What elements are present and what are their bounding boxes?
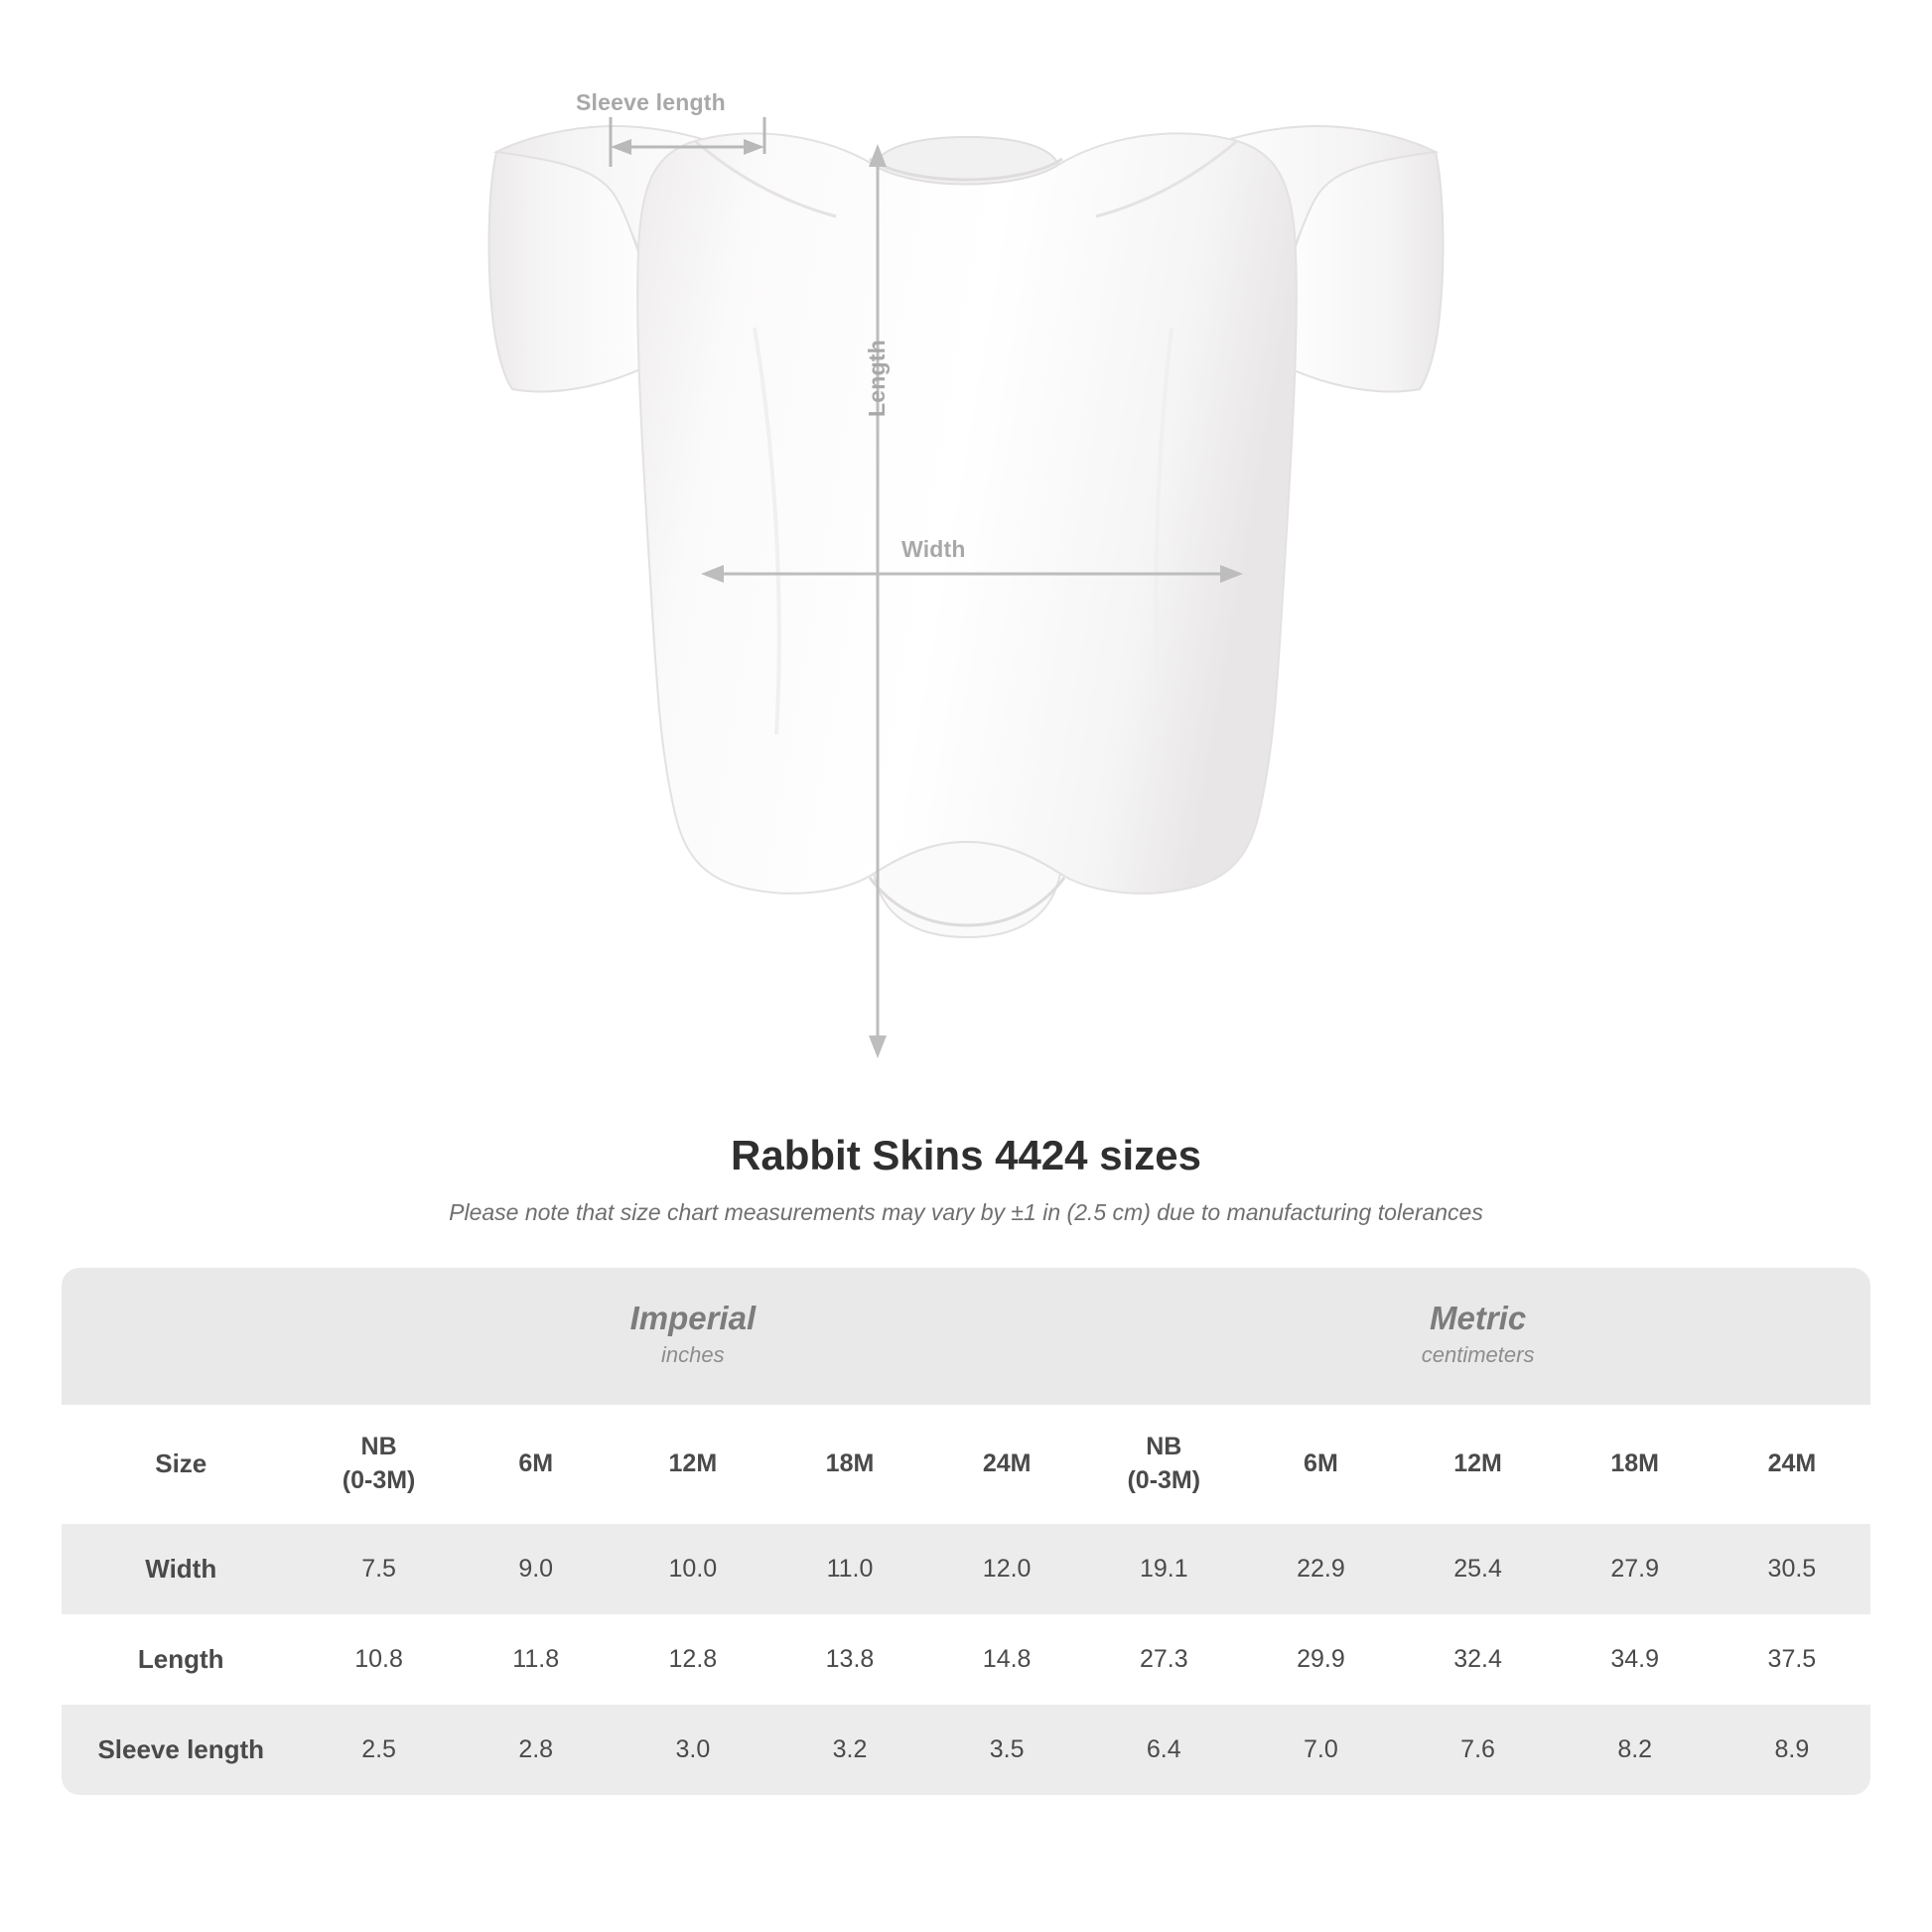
heading-block — [0, 1132, 1932, 1226]
cell-length-nb-cm: 27.3 — [1085, 1614, 1242, 1705]
header-nb-imperial — [301, 1405, 458, 1524]
cell-width-6m-cm: 22.9 — [1242, 1524, 1399, 1614]
length-label: Length — [864, 340, 890, 417]
header-line2: (0-3M) — [1127, 1466, 1201, 1494]
cell-sleeve-12m-cm: 7.6 — [1399, 1705, 1556, 1795]
unit-group-imperial — [301, 1268, 1086, 1405]
header-line1: NB — [1146, 1433, 1182, 1461]
cell-sleeve-24m-cm: 8.9 — [1714, 1705, 1870, 1795]
header-nb-metric — [1085, 1405, 1242, 1524]
table-corner — [62, 1268, 301, 1405]
header-18m-metric: 18M — [1557, 1405, 1714, 1524]
table-row — [62, 1705, 1870, 1795]
cell-sleeve-6m-cm: 7.0 — [1242, 1705, 1399, 1795]
header-12m-imperial: 12M — [615, 1405, 771, 1524]
table-header-row — [62, 1405, 1870, 1524]
cell-length-18m-in: 13.8 — [771, 1614, 928, 1705]
cell-length-nb-in: 10.8 — [301, 1614, 458, 1705]
table-row — [62, 1614, 1870, 1705]
tolerance-note: Please note that size chart measurements may vary by ±1 in (2.5 cm) due to manufacturing tolerances — [449, 1199, 1483, 1225]
cell-sleeve-24m-in: 3.5 — [928, 1705, 1085, 1795]
unit-group-imperial-sub: inches — [661, 1342, 725, 1368]
cell-length-12m-cm: 32.4 — [1399, 1614, 1556, 1705]
row-label-width: Width — [62, 1524, 301, 1614]
header-6m-metric: 6M — [1242, 1405, 1399, 1524]
cell-sleeve-6m-in: 2.8 — [458, 1705, 615, 1795]
row-label-length: Length — [62, 1614, 301, 1705]
width-label: Width — [901, 536, 966, 562]
cell-sleeve-12m-in: 3.0 — [615, 1705, 771, 1795]
header-line2: (0-3M) — [342, 1466, 416, 1494]
header-24m-metric: 24M — [1714, 1405, 1870, 1524]
cell-length-24m-cm: 37.5 — [1714, 1614, 1870, 1705]
cell-length-18m-cm: 34.9 — [1557, 1614, 1714, 1705]
page-title: Rabbit Skins 4424 sizes — [731, 1132, 1201, 1178]
unit-group-metric-sub: centimeters — [1421, 1342, 1535, 1368]
cell-length-12m-in: 12.8 — [615, 1614, 771, 1705]
cell-sleeve-nb-cm: 6.4 — [1085, 1705, 1242, 1795]
cell-sleeve-18m-cm: 8.2 — [1557, 1705, 1714, 1795]
header-12m-metric: 12M — [1399, 1405, 1556, 1524]
header-18m-imperial: 18M — [771, 1405, 928, 1524]
cell-length-24m-in: 14.8 — [928, 1614, 1085, 1705]
sleeve-length-label: Sleeve length — [576, 89, 726, 115]
cell-width-6m-in: 9.0 — [458, 1524, 615, 1614]
row-label-sleeve-length: Sleeve length — [62, 1705, 301, 1795]
header-24m-imperial: 24M — [928, 1405, 1085, 1524]
header-line1: NB — [360, 1433, 397, 1461]
cell-length-6m-cm: 29.9 — [1242, 1614, 1399, 1705]
header-size: Size — [62, 1405, 301, 1524]
table-row — [62, 1524, 1870, 1614]
unit-group-metric-name: Metric — [1430, 1300, 1527, 1336]
unit-group-row — [62, 1268, 1870, 1405]
unit-group-metric — [1085, 1268, 1870, 1405]
unit-group-imperial-name: Imperial — [629, 1300, 757, 1336]
cell-length-6m-in: 11.8 — [458, 1614, 615, 1705]
header-6m-imperial: 6M — [458, 1405, 615, 1524]
cell-width-nb-cm: 19.1 — [1085, 1524, 1242, 1614]
size-table — [62, 1268, 1870, 1795]
cell-sleeve-18m-in: 3.2 — [771, 1705, 928, 1795]
cell-width-24m-cm: 30.5 — [1714, 1524, 1870, 1614]
size-table-wrapper — [62, 1268, 1870, 1795]
cell-width-24m-in: 12.0 — [928, 1524, 1085, 1614]
cell-width-12m-cm: 25.4 — [1399, 1524, 1556, 1614]
cell-width-nb-in: 7.5 — [301, 1524, 458, 1614]
cell-sleeve-nb-in: 2.5 — [301, 1705, 458, 1795]
cell-width-12m-in: 10.0 — [615, 1524, 771, 1614]
cell-width-18m-cm: 27.9 — [1557, 1524, 1714, 1614]
cell-width-18m-in: 11.0 — [771, 1524, 928, 1614]
